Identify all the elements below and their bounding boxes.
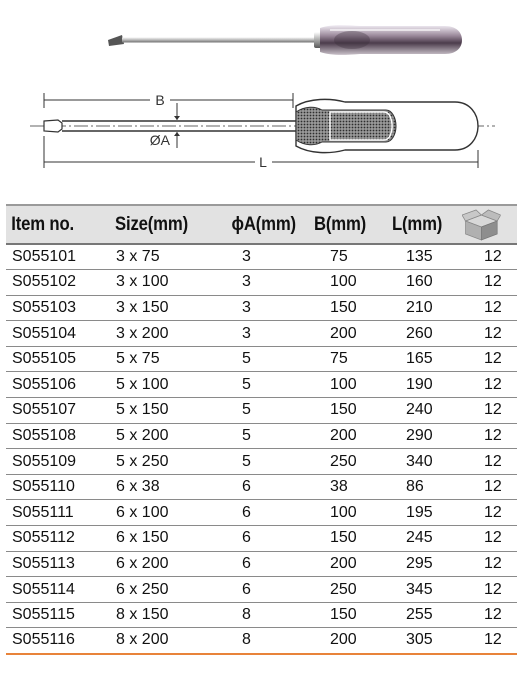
- cell-size: 3 x 200: [116, 324, 169, 342]
- cell-item-no: S055113: [12, 554, 75, 572]
- table-row: [6, 346, 517, 372]
- cell-b: 200: [330, 631, 357, 649]
- cell-l: 245: [406, 529, 433, 547]
- cell-pack-qty: 12: [484, 529, 502, 547]
- cell-b: 250: [330, 580, 357, 598]
- cell-pack-qty: 12: [484, 350, 502, 368]
- cell-item-no: S055110: [12, 478, 75, 496]
- cell-pack-qty: 12: [484, 375, 502, 393]
- cell-diameter-a: 8: [242, 606, 251, 624]
- header-item-no: Item no.: [11, 213, 74, 235]
- cell-pack-qty: 12: [484, 324, 502, 342]
- cell-item-no: S055105: [12, 350, 77, 368]
- cell-l: 340: [406, 452, 433, 470]
- table-row: [6, 577, 517, 603]
- cell-diameter-a: 6: [242, 554, 251, 572]
- cell-b: 75: [330, 350, 348, 368]
- screwdriver-figure: [0, 0, 517, 200]
- cell-pack-qty: 12: [484, 273, 502, 291]
- dimension-b-label: B: [155, 92, 165, 108]
- cell-l: 160: [406, 273, 433, 291]
- cell-diameter-a: 6: [242, 478, 251, 496]
- cell-diameter-a: 6: [242, 529, 251, 547]
- cell-diameter-a: 3: [242, 324, 251, 342]
- cell-b: 200: [330, 324, 357, 342]
- table-row: [6, 270, 517, 296]
- cell-b: 100: [330, 273, 357, 291]
- cell-diameter-a: 5: [242, 375, 251, 393]
- cell-size: 8 x 150: [116, 606, 169, 624]
- cell-item-no: S055103: [12, 298, 77, 316]
- table-row: [6, 628, 517, 654]
- cell-l: 86: [406, 478, 424, 496]
- cell-diameter-a: 5: [242, 452, 251, 470]
- cell-b: 200: [330, 426, 357, 444]
- cell-size: 6 x 250: [116, 580, 169, 598]
- cell-size: 3 x 75: [116, 248, 160, 266]
- cell-pack-qty: 12: [484, 478, 502, 496]
- cell-size: 3 x 150: [116, 298, 169, 316]
- cell-item-no: S055104: [12, 324, 77, 342]
- cell-size: 5 x 250: [116, 452, 169, 470]
- cell-pack-qty: 12: [484, 631, 502, 649]
- header-l: L(mm): [392, 213, 443, 235]
- spec-table: [6, 204, 517, 655]
- cell-size: 5 x 150: [116, 401, 169, 419]
- cell-l: 195: [406, 503, 433, 521]
- cell-item-no: S055114: [12, 580, 75, 598]
- header-package: [462, 205, 517, 244]
- header-size: Size(mm): [115, 213, 188, 235]
- table-row: [6, 372, 517, 398]
- cell-item-no: S055115: [12, 606, 75, 624]
- cell-l: 305: [406, 631, 433, 649]
- cell-l: 135: [406, 248, 433, 266]
- cell-l: 345: [406, 580, 433, 598]
- table-row: [6, 602, 517, 628]
- cell-l: 295: [406, 554, 433, 572]
- cell-l: 260: [406, 324, 433, 342]
- cell-b: 38: [330, 478, 348, 496]
- table-header-row: [6, 205, 517, 244]
- cell-pack-qty: 12: [484, 401, 502, 419]
- cell-b: 200: [330, 554, 357, 572]
- cell-pack-qty: 12: [484, 452, 502, 470]
- cell-size: 6 x 38: [116, 478, 160, 496]
- screwdriver-photo: [108, 25, 462, 55]
- header-b: B(mm): [314, 213, 367, 235]
- cell-l: 190: [406, 375, 433, 393]
- cell-b: 150: [330, 606, 357, 624]
- dimension-a-label: ØA: [149, 132, 170, 148]
- cell-l: 255: [406, 606, 433, 624]
- cell-diameter-a: 6: [242, 503, 251, 521]
- cell-pack-qty: 12: [484, 426, 502, 444]
- cell-pack-qty: 12: [484, 554, 502, 572]
- cell-size: 3 x 100: [116, 273, 169, 291]
- cell-b: 100: [330, 375, 357, 393]
- cell-pack-qty: 12: [484, 606, 502, 624]
- cell-l: 210: [406, 298, 433, 316]
- cell-size: 8 x 200: [116, 631, 169, 649]
- cell-pack-qty: 12: [484, 503, 502, 521]
- cell-item-no: S055112: [12, 529, 75, 547]
- cell-item-no: S055109: [12, 452, 77, 470]
- cell-pack-qty: 12: [484, 248, 502, 266]
- cell-size: 6 x 200: [116, 554, 169, 572]
- cell-item-no: S055111: [12, 503, 74, 521]
- cell-diameter-a: 5: [242, 350, 251, 368]
- table-row: [6, 474, 517, 500]
- table-row: [6, 449, 517, 475]
- table-row: [6, 244, 517, 270]
- table-row: [6, 500, 517, 526]
- table-row: [6, 423, 517, 449]
- cell-size: 5 x 100: [116, 375, 169, 393]
- cell-item-no: S055106: [12, 375, 77, 393]
- cell-b: 100: [330, 503, 357, 521]
- table-row: [6, 321, 517, 347]
- cell-size: 6 x 150: [116, 529, 169, 547]
- table-row: [6, 551, 517, 577]
- cell-item-no: S055102: [12, 273, 77, 291]
- cell-item-no: S055107: [12, 401, 77, 419]
- cell-l: 290: [406, 426, 433, 444]
- header-diameter-a: ϕA(mm): [231, 213, 296, 235]
- table-row: [6, 398, 517, 424]
- cell-size: 5 x 75: [116, 350, 160, 368]
- cell-size: 5 x 200: [116, 426, 169, 444]
- cell-size: 6 x 100: [116, 503, 169, 521]
- cell-b: 150: [330, 529, 357, 547]
- cell-diameter-a: 3: [242, 273, 251, 291]
- cell-item-no: S055101: [12, 248, 77, 266]
- table-row: [6, 295, 517, 321]
- cell-diameter-a: 3: [242, 248, 251, 266]
- cell-b: 75: [330, 248, 348, 266]
- cell-pack-qty: 12: [484, 298, 502, 316]
- table-row: [6, 526, 517, 552]
- cell-b: 250: [330, 452, 357, 470]
- cell-l: 240: [406, 401, 433, 419]
- cell-pack-qty: 12: [484, 580, 502, 598]
- cell-diameter-a: 3: [242, 298, 251, 316]
- cell-item-no: S055116: [12, 631, 75, 649]
- cell-diameter-a: 5: [242, 401, 251, 419]
- cell-diameter-a: 5: [242, 426, 251, 444]
- dimension-l-label: L: [259, 154, 267, 170]
- cell-diameter-a: 6: [242, 580, 251, 598]
- cell-b: 150: [330, 401, 357, 419]
- cell-b: 150: [330, 298, 357, 316]
- package-box-icon: [462, 209, 501, 241]
- cell-item-no: S055108: [12, 426, 77, 444]
- cell-l: 165: [406, 350, 433, 368]
- cell-diameter-a: 8: [242, 631, 251, 649]
